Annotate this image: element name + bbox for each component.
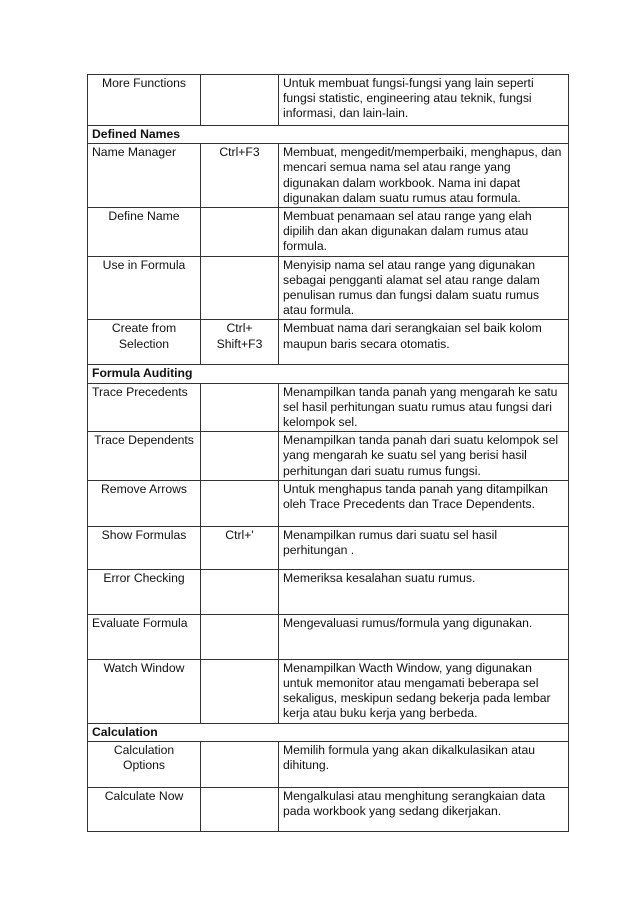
command-description: Mengevaluasi rumus/formula yang digunakan. [279, 614, 569, 659]
command-name: Name Manager [88, 144, 201, 208]
table-row [88, 256, 569, 320]
command-description: Mengalkulasi atau menghitung serangkaian data pada workbook yang sedang dikerjakan. [279, 787, 569, 831]
shortcut-key [201, 432, 279, 481]
shortcut-key [201, 614, 279, 659]
table-row [88, 659, 569, 723]
table-row [88, 383, 569, 432]
command-name: Calculation Options [88, 741, 201, 787]
command-description: Membuat penamaan sel atau range yang elah dipilih dan akan digunakan dalam rumus atau formula. [279, 208, 569, 257]
shortcut-key [201, 383, 279, 432]
table-row [88, 787, 569, 831]
shortcut-key [201, 741, 279, 787]
command-description: Menampilkan Wacth Window, yang digunakan untuk memonitor atau mengamati beberapa sel sekaligus, meskipun sedang bekerja pada lembar kerja atau buku kerja yang berbeda. [279, 659, 569, 723]
table-row [88, 614, 569, 659]
command-name: Error Checking [88, 569, 201, 614]
command-name: Use in Formula [88, 256, 201, 320]
shortcut-key [201, 787, 279, 831]
command-name: Watch Window [88, 659, 201, 723]
command-description: Menampilkan rumus dari suatu sel hasil perhitungan . [279, 526, 569, 569]
command-name: Trace Precedents [88, 383, 201, 432]
shortcut-key [201, 256, 279, 320]
section-header-row [88, 365, 569, 383]
shortcut-key [201, 659, 279, 723]
table-row [88, 320, 569, 365]
command-description: Untuk membuat fungsi-fungsi yang lain seperti fungsi statistic, engineering atau teknik, fungsi informasi, dan lain-lain. [279, 75, 569, 126]
shortcut-key: Ctrl+F3 [201, 144, 279, 208]
command-name: Define Name [88, 208, 201, 257]
table-row [88, 208, 569, 257]
table-row [88, 480, 569, 526]
command-name: Trace Dependents [88, 432, 201, 481]
command-description: Untuk menghapus tanda panah yang ditampilkan oleh Trace Precedents dan Trace Dependents. [279, 480, 569, 526]
section-title: Defined Names [88, 126, 569, 144]
command-description: Membuat nama dari serangkaian sel baik kolom maupun baris secara otomatis. [279, 320, 569, 365]
command-description: Menyisip nama sel atau range yang digunakan sebagai pengganti alamat sel atau range dalam penulisan rumus dan fungsi dalam suatu rumus atau formula. [279, 256, 569, 320]
shortcut-key [201, 208, 279, 257]
section-header-row [88, 723, 569, 741]
shortcut-key: Ctrl+' [201, 526, 279, 569]
table-row [88, 569, 569, 614]
table-row [88, 144, 569, 208]
section-title: Formula Auditing [88, 365, 569, 383]
command-description: Menampilkan tanda panah yang mengarah ke satu sel hasil perhitungan suatu rumus atau fungsi dari kelompok sel. [279, 383, 569, 432]
table-row [88, 526, 569, 569]
table-row [88, 432, 569, 481]
shortcut-key: Ctrl+ Shift+F3 [201, 320, 279, 365]
section-header-row [88, 126, 569, 144]
section-title: Calculation [88, 723, 569, 741]
command-description: Menampilkan tanda panah dari suatu kelompok sel yang mengarah ke suatu sel yang berisi hasil perhitungan dari suatu rumus fungsi. [279, 432, 569, 481]
command-name: Show Formulas [88, 526, 201, 569]
command-name: Calculate Now [88, 787, 201, 831]
command-description: Memilih formula yang akan dikalkulasikan atau dihitung. [279, 741, 569, 787]
shortcut-key [201, 480, 279, 526]
shortcut-key [201, 569, 279, 614]
command-name: Evaluate Formula [88, 614, 201, 659]
command-name: Remove Arrows [88, 480, 201, 526]
formulas-ribbon-table [87, 74, 569, 832]
command-name: Create from Selection [88, 320, 201, 365]
document-page [87, 74, 568, 832]
command-name: More Functions [88, 75, 201, 126]
command-description: Memeriksa kesalahan suatu rumus. [279, 569, 569, 614]
shortcut-key [201, 75, 279, 126]
command-description: Membuat, mengedit/memperbaiki, menghapus, dan mencari semua nama sel atau range yang digunakan dalam workbook. Nama ini dapat digunakan dalam suatu rumus atau formula. [279, 144, 569, 208]
table-row [88, 741, 569, 787]
table-row [88, 75, 569, 126]
